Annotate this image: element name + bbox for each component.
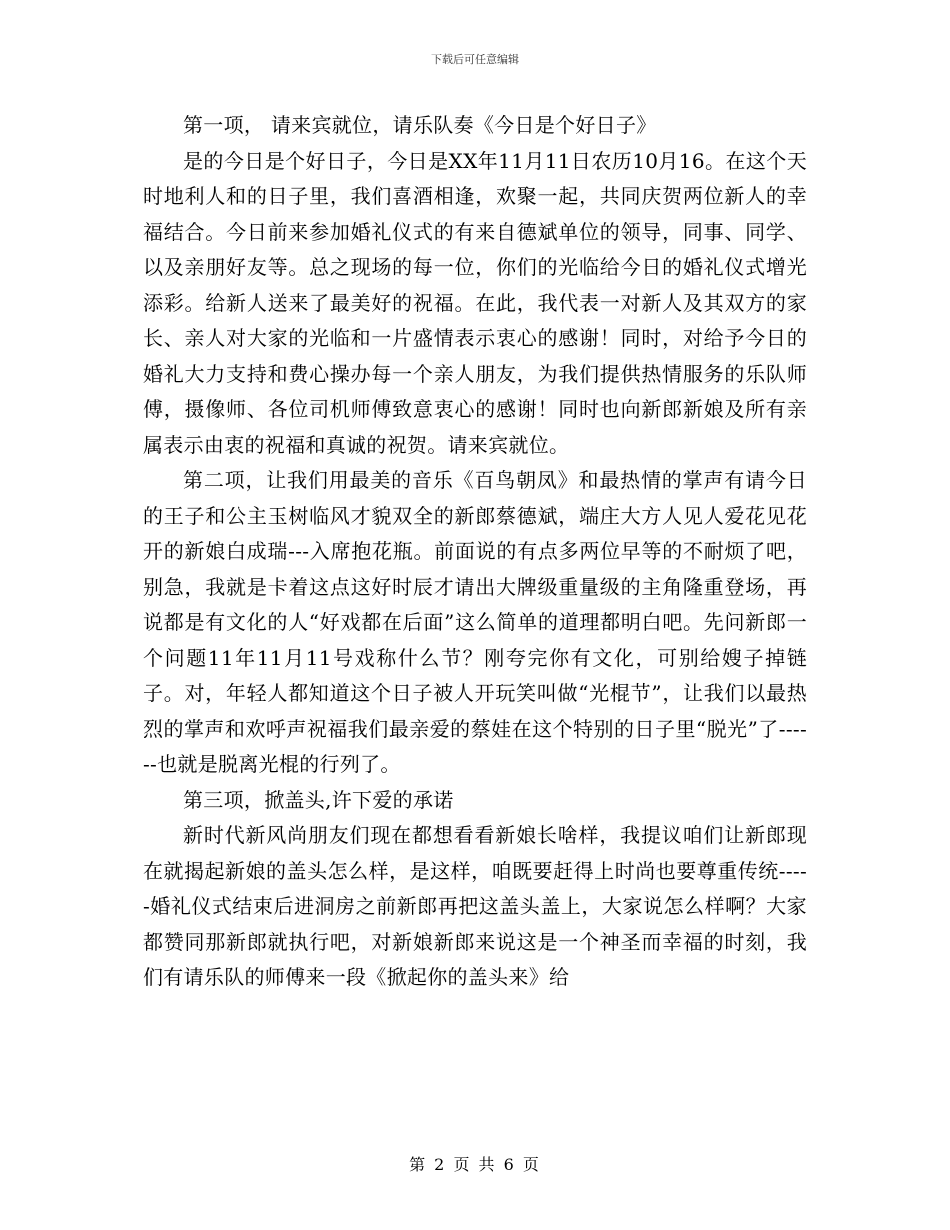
- document-body: [143, 108, 807, 996]
- paragraph-item-3-heading: 第三项，掀盖头,许下爱的承诺: [183, 787, 454, 812]
- paragraph-item-2: 第二项，让我们用最美的音乐《百鸟朝凤》和最热情的掌声有请今日的王子和公主玉树临风才貌双全的新郎蔡德斌，端庄大方人见人爱花见花开的新娘白成瑞---入席抱花瓶。前面说的有点多两位早等的不耐烦了吧，别急，我就是卡着这点这好时辰才请出大牌级重量级的主角隆重登场，再说都是有文化的人“好戏都在后面”这么简单的道理都明白吧。先问新郎一个问题11年11月11号戏称什么节？刚夸完你有文化，可别给嫂子掉链子。对，年轻人都知道这个日子被人开玩笑叫做“光棍节”，让我们以最热烈的掌声和欢呼声祝福我们最亲爱的蔡娃在这个特别的日子里“脱光”了------也就是脱离光棍的行列了。: [143, 468, 807, 776]
- paragraph-opening-remarks: 是的今日是个好日子，今日是XX年11月11日农历10月16。在这个天时地利人和的日子里，我们喜酒相逢，欢聚一起，共同庆贺两位新人的幸福结合。今日前来参加婚礼仪式的有来自德斌单位的领导，同事、同学、以及亲朋好友等。总之现场的每一位，你们的光临给今日的婚礼仪式增光添彩。给新人送来了最美好的祝福。在此，我代表一对新人及其双方的家长、亲人对大家的光临和一片盛情表示衷心的感谢！同时，对给予今日的婚礼大力支持和费心操办每一个亲人朋友，为我们提供热情服务的乐队师傅，摄像师、各位司机师傅致意衷心的感谢！同时也向新郎新娘及所有亲属表示由衷的祝福和真诚的祝贺。请来宾就位。: [143, 148, 807, 457]
- paragraph-veil-lifting: 新时代新风尚朋友们现在都想看看新娘长啥样，我提议咱们让新郎现在就揭起新娘的盖头怎么样，是这样，咱既要赶得上时尚也要尊重传统-----婚礼仪式结束后进洞房之前新郎再把这盖头盖上，大家说怎么样啊？大家都赞同那新郎就执行吧，对新娘新郎来说这是一个神圣而幸福的时刻，我们有请乐队的师傅来一段《掀起你的盖头来》给: [143, 823, 807, 989]
- page-number: 第 2 页 共 6 页: [409, 1155, 541, 1174]
- paragraph-item-1: 第一项， 请来宾就位，请乐队奏《今日是个好日子》: [183, 113, 657, 137]
- page-header: 下载后可任意编辑: [431, 53, 519, 66]
